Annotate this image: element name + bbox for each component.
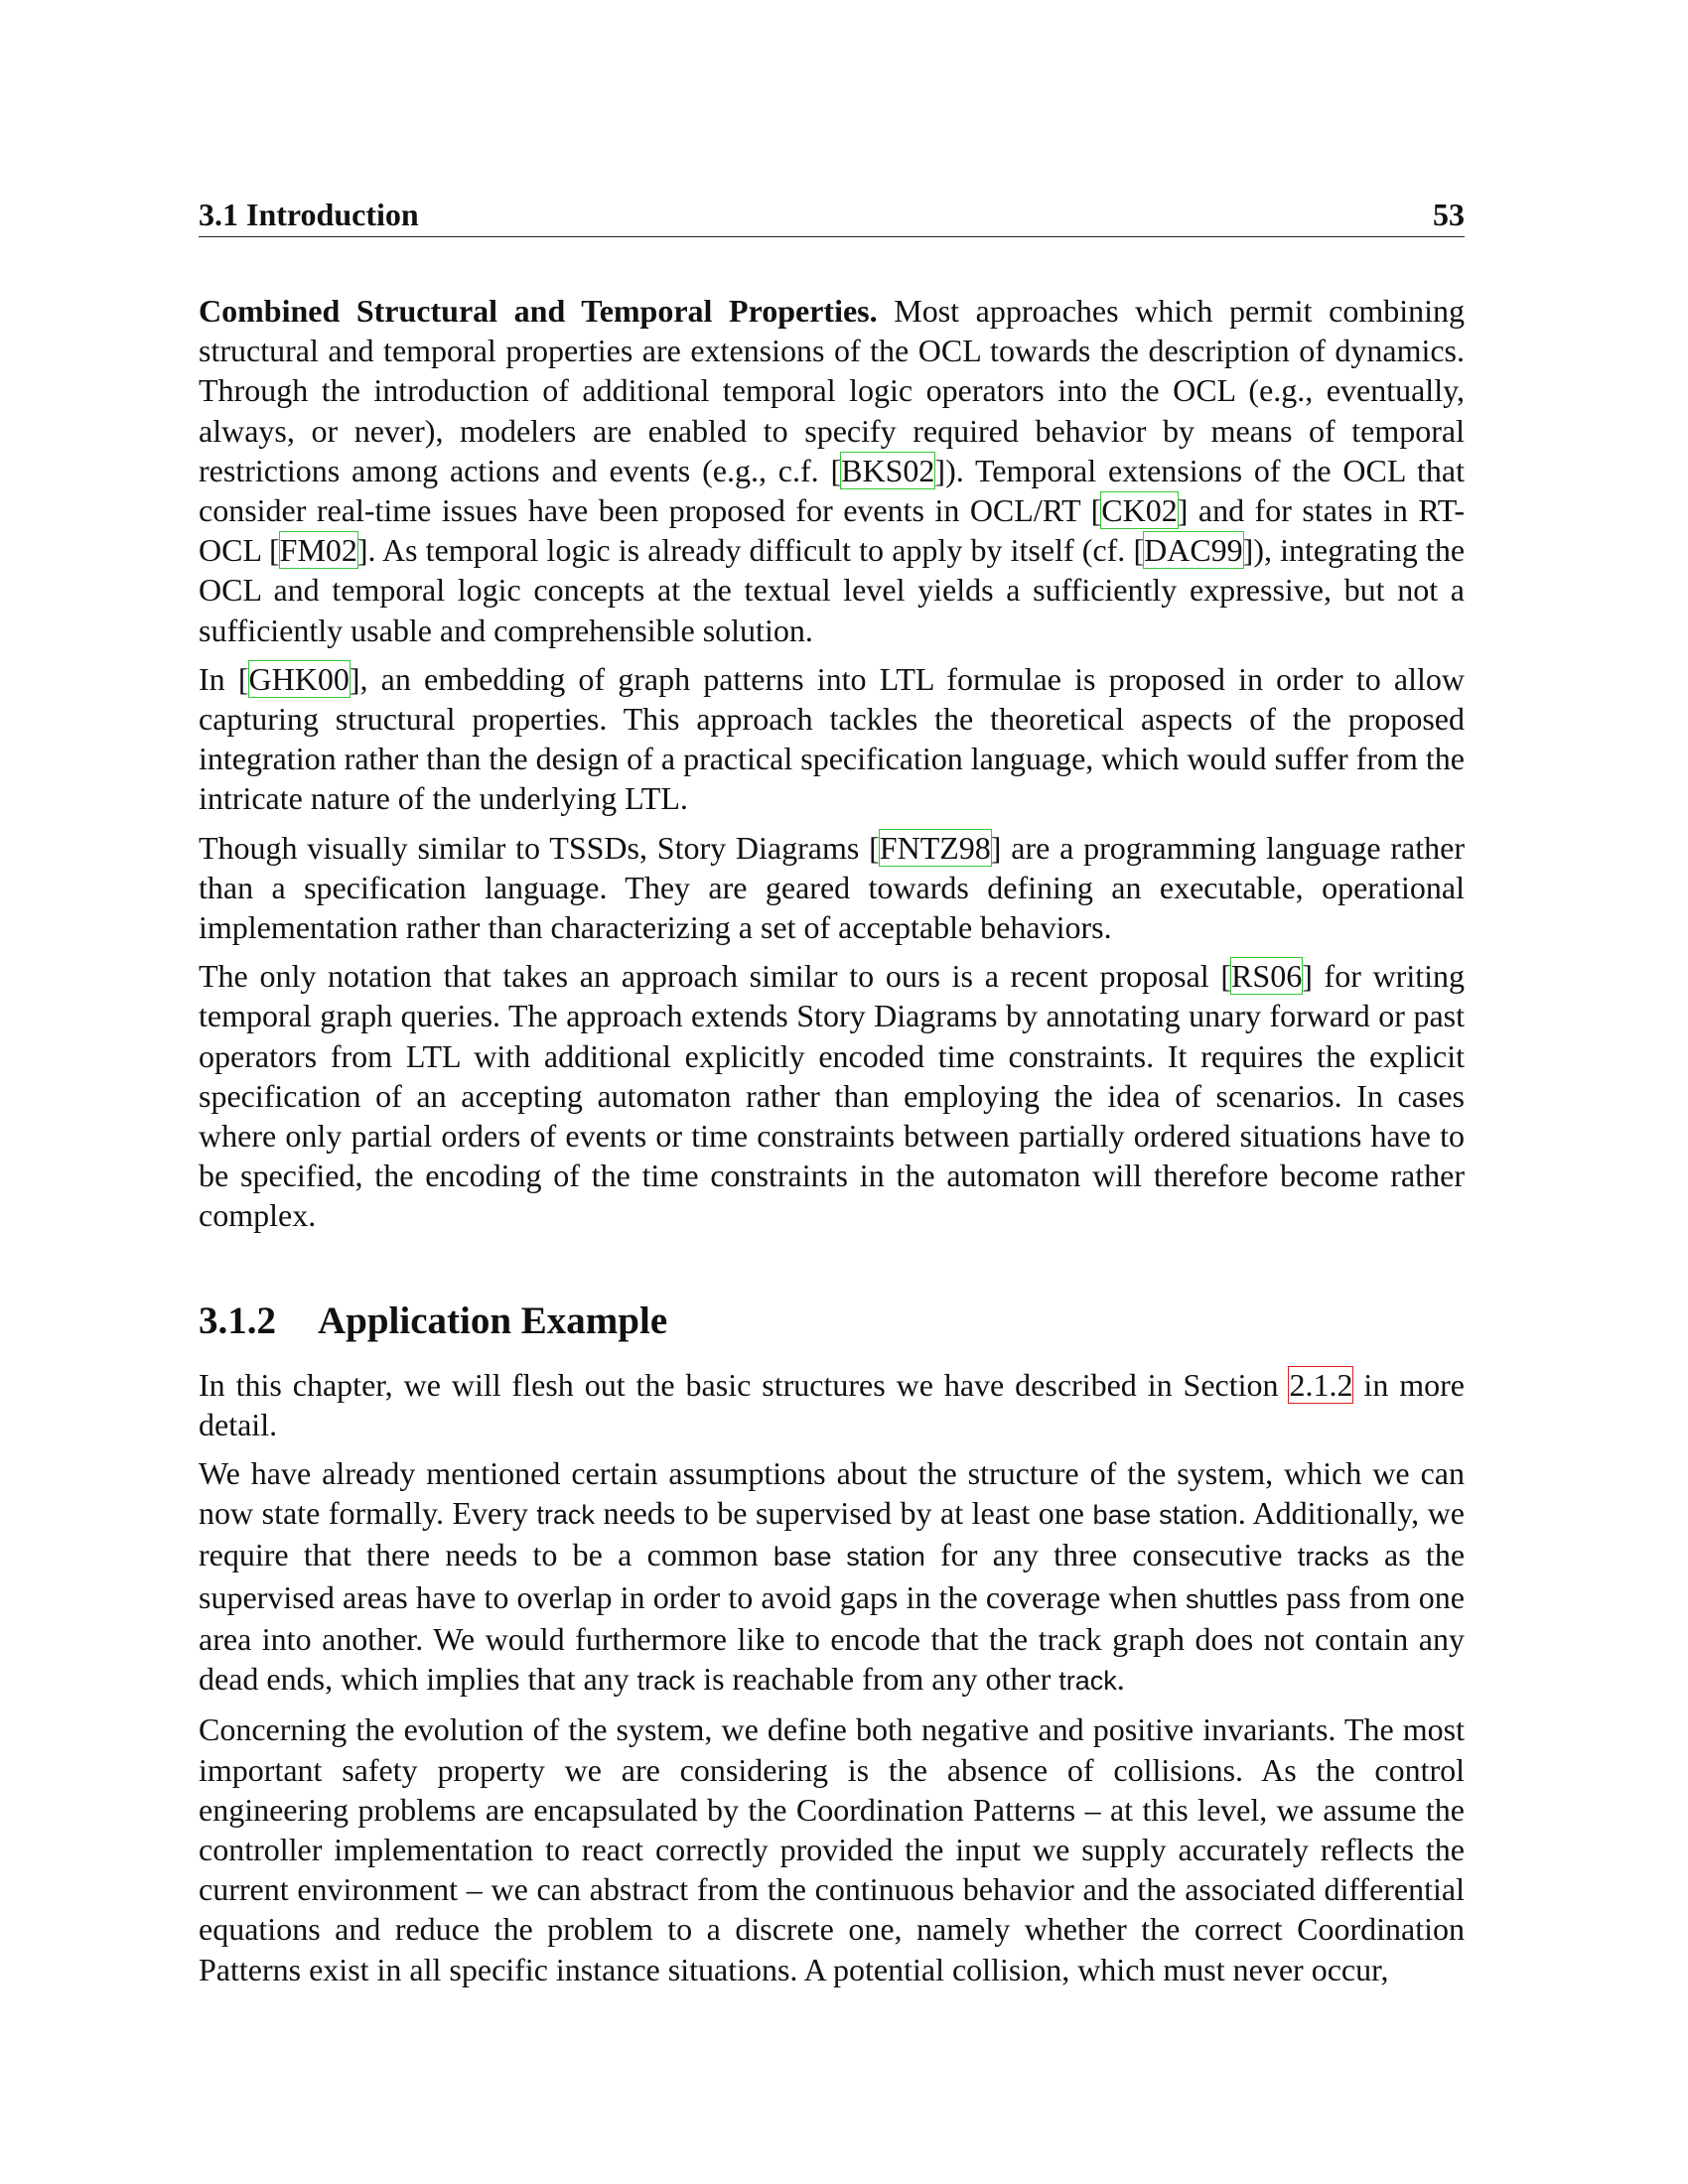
section-heading (199, 1297, 1465, 1345)
citation-dac99[interactable]: DAC99 (1144, 532, 1243, 569)
citation-rs06[interactable]: RS06 (1231, 958, 1303, 995)
term-track: track (536, 1500, 595, 1531)
section-number: 3.1.2 (199, 1298, 276, 1342)
section-title: Application Example (318, 1298, 668, 1342)
citation-ck02[interactable]: CK02 (1101, 492, 1178, 529)
paragraph-ghk00: In [GHK00], an embedding of graph patterns into LTL formulae is proposed in order to allow capturing structural properties. This approach tackles the theoretical aspects of the proposed integration rather than the design of a practical specification language, which would suffer from the intricate nature of the underlying LTL. (199, 660, 1466, 817)
running-head-section: 3.1 Introduction (199, 197, 419, 232)
paragraph-combined-properties: Combined Structural and Temporal Properties. Most approaches which permit combining structural and temporal properties are extensions of the OCL towards the description of dynamics. Through the introduction of additional temporal logic operators into the OCL (e.g., eventually, always, or never), modelers are enabled to specify required behavior by means of temporal restrictions among actions and events (e.g., c.f. [BKS02]). Temporal extensions of the OCL that consider real-time issues have been proposed for events in OCL/RT [CK02] and for states in RT-OCL [FM02]. As temporal logic is already difficult to apply by itself (cf. [DAC99]), integrating the OCL and temporal logic concepts at the textual level yields a sufficiently expressive, but not a sufficiently usable and comprehensible solution. (199, 293, 1466, 648)
term-base-station: base station (1092, 1500, 1238, 1531)
paragraph-chapter-intro: In this chapter, we will flesh out the basic structures we have described in Section 2.1.2 in more detail. (199, 1366, 1466, 1442)
paragraph-evolution: Concerning the evolution of the system, we define both negative and positive invariants. The most important safety property we are considering is the absence of collisions. As the control engineering problems are encapsulated by the Coordination Patterns – at this level, we assume the controller implementation to react correctly provided the input we supply accurately reflects the current environment – we can abstract from the continuous behavior and the associated differential equations and reduce the problem to a discrete one, namely whether the correct Coordination Patterns exist in all specific instance situations. A potential collision, which must never occur, (199, 1711, 1465, 1987)
term-tracks: tracks (1297, 1542, 1369, 1572)
page-number: 53 (1433, 197, 1465, 232)
paragraph-assumptions: We have already mentioned certain assumptions about the structure of the system, which we can now state formally. Every track needs to be supervised by at least one base station. Additionally, we require that there needs to be a common base station for any three consecutive tracks as the supervised areas have to overlap in order to avoid gaps in the coverage when shuttles pass from one area into another. We would furthermore like to encode that the track graph does not contain any dead ends, which implies that any track is reachable from any other track. (199, 1455, 1466, 1698)
citation-fm02[interactable]: FM02 (279, 532, 357, 569)
term-track: track (636, 1666, 696, 1697)
run-in-heading: Combined Structural and Temporal Properties. (199, 293, 878, 329)
term-track: track (1058, 1666, 1117, 1697)
citation-bks02[interactable]: BKS02 (841, 452, 935, 488)
term-shuttles: shuttles (1185, 1583, 1278, 1614)
term-base-station: base station (773, 1542, 925, 1572)
section-reference-link[interactable]: 2.1.2 (1289, 1366, 1353, 1403)
paragraph-temporal-queries: The only notation that takes an approach similar to ours is a recent proposal [RS06] for writing temporal graph queries. The approach extends Story Diagrams by annotating unary forward or past operators from LTL with additional explicitly encoded time constraints. It requires the explicit specification of an accepting automaton rather than employing the idea of scenarios. In cases where only partial orders of events or time constraints between partially ordered situations have to be specified, the encoding of the time constraints in the automaton will therefore become rather complex. (199, 958, 1466, 1234)
running-head (199, 195, 1465, 237)
citation-fntz98[interactable]: FNTZ98 (879, 829, 991, 866)
page (199, 195, 1465, 1989)
citation-ghk00[interactable]: GHK00 (248, 660, 350, 697)
paragraph-story-diagrams: Though visually similar to TSSDs, Story Diagrams [FNTZ98] are a programming language rather than a specification language. They are geared towards defining an executable, operational implementation rather than characterizing a set of acceptable behaviors. (199, 829, 1466, 946)
